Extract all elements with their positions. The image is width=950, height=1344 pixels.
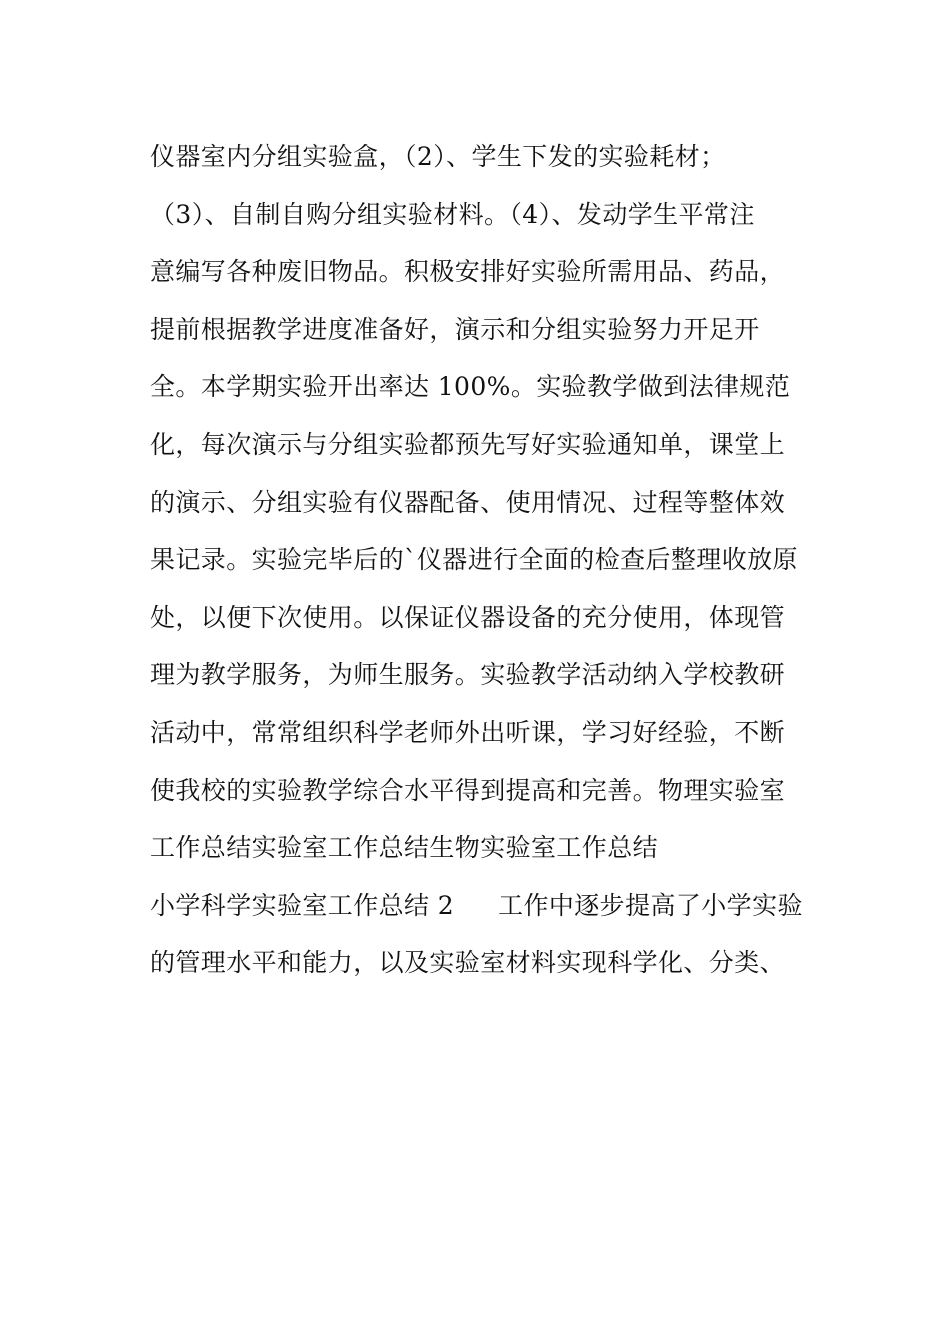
text-line: 理为教学服务，为师生服务。实验教学活动纳入学校教研 [150,660,786,690]
section-text: 工作中逐步提高了小学实验 [498,890,803,920]
heading-line [150,877,830,935]
text-line: （3）、自制自购分组实验材料。（4）、发动学生平常注 [150,199,755,229]
text-line: 使我校的实验教学综合水平得到提高和完善。物理实验室 [150,775,786,805]
text-line: 的管理水平和能力，以及实验室材料实现科学化、分类、 [150,948,786,978]
text-line: 果记录。实验完毕后的`仪器进行全面的检查后整理收放原 [150,545,798,575]
text-line: 提前根据教学进度准备好，演示和分组实验努力开足开 [150,314,760,344]
text-line: 全。本学期实验开出率达 100%。实验教学做到法律规范 [150,372,791,402]
text-line: 的演示、分组实验有仪器配备、使用情况、过程等整体效 [150,487,786,517]
text-line: 活动中，常常组织科学老师外出听课，学习好经验，不断 [150,717,786,747]
text-line: 处，以便下次使用。以保证仪器设备的充分使用，体现管 [150,602,786,632]
text-line: 工作总结实验室工作总结生物实验室工作总结 [150,833,659,863]
text-line: 仪器室内分组实验盒，（2）、学生下发的实验耗材； [150,142,726,171]
section-title: 小学科学实验室工作总结 2 [150,890,455,920]
document-body [150,128,830,992]
text-line: 意编写各种废旧物品。积极安排好实验所需用品、药品， [150,257,786,287]
text-line: 化，每次演示与分组实验都预先写好实验通知单，课堂上 [150,429,786,459]
